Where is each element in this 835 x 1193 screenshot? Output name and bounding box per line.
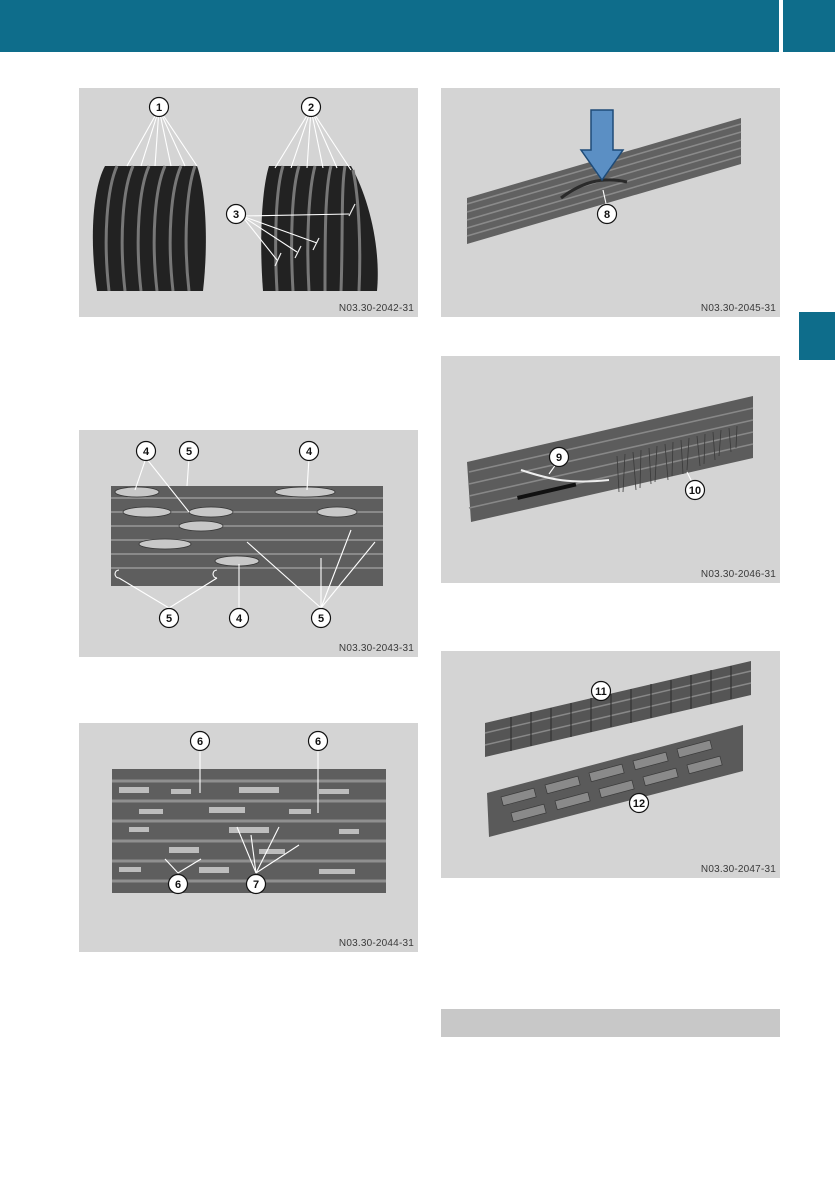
figure-belt-rib-cracks	[79, 430, 418, 657]
belt-bulge-illustration	[441, 88, 780, 317]
callout-label: 4	[235, 613, 243, 625]
callout-label: 5	[185, 446, 193, 458]
callout-label: 9	[555, 452, 563, 464]
figure-belt-frayed-cord	[441, 356, 780, 583]
figure-code: N03.30-2045-31	[700, 303, 776, 314]
callout-label: 6	[196, 736, 204, 748]
callout-label: 5	[165, 613, 173, 625]
header-page-tab	[783, 0, 835, 52]
callout-label: 1	[155, 102, 163, 114]
callout-label: 11	[595, 686, 607, 698]
callout-label: 10	[688, 485, 702, 497]
callout-label: 6	[314, 736, 322, 748]
figure-belt-rib-damage	[79, 88, 418, 317]
figure-code: N03.30-2043-31	[338, 643, 414, 654]
figure-code: N03.30-2046-31	[700, 569, 776, 580]
callout-label: 3	[232, 209, 240, 221]
header-bar	[0, 0, 779, 52]
callout-label: 5	[317, 613, 325, 625]
figure-code: N03.30-2044-31	[338, 938, 414, 949]
figure-code: N03.30-2042-31	[338, 303, 414, 314]
figure-code: N03.30-2047-31	[700, 864, 776, 875]
callout-label: 2	[307, 102, 315, 114]
callout-label: 8	[603, 209, 611, 221]
callout-label: 4	[142, 446, 150, 458]
chapter-side-tab	[799, 312, 835, 360]
section-heading-band	[441, 1009, 780, 1037]
callout-label: 7	[252, 879, 260, 891]
figure-belt-material-breakout	[79, 723, 418, 952]
callout-label: 6	[174, 879, 182, 891]
figure-belt-underside-cracks	[441, 651, 780, 878]
callout-label: 12	[632, 798, 646, 810]
belt-underside-cracks-illustration	[441, 651, 780, 878]
belt-rib-damage-illustration	[79, 88, 418, 317]
callout-label: 4	[305, 446, 313, 458]
belt-material-breakout-illustration	[79, 723, 418, 952]
belt-rib-cracks-illustration	[79, 430, 418, 657]
belt-frayed-cord-illustration	[441, 356, 780, 583]
figure-belt-bulge	[441, 88, 780, 317]
